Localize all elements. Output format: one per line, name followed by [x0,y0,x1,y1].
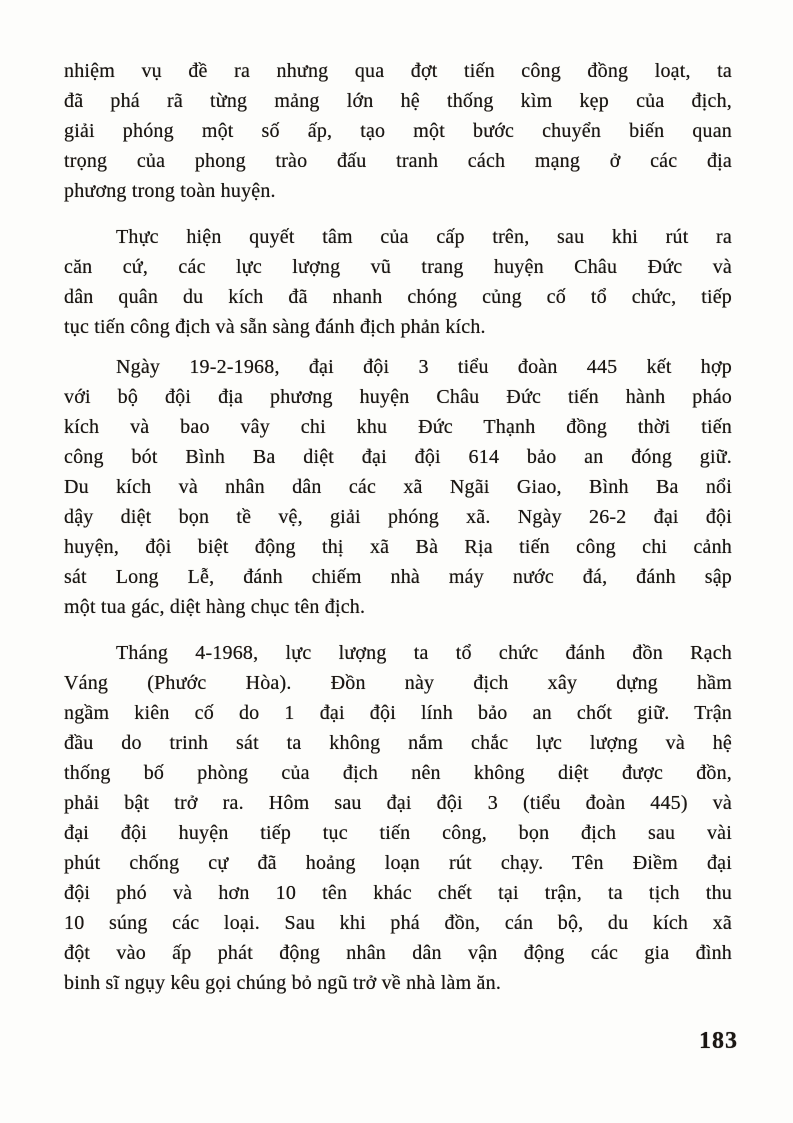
text-line: với bộ đội địa phương huyện Châu Đức tiến hành pháo [64,386,732,408]
page-number: 183 [699,1028,738,1054]
text-line: đột vào ấp phát động nhân dân vận động các gia đình [64,942,732,964]
text-line: sát Long Lễ, đánh chiếm nhà máy nước đá, đánh sập [64,566,732,588]
text-line: phải bật trở ra. Hôm sau đại đội 3 (tiểu đoàn 445) và [64,792,732,814]
text-line: ngầm kiên cố do 1 đại đội lính bảo an chốt giữ. Trận [64,702,732,724]
text-line: phương trong toàn huyện. [64,180,276,202]
text-line: Du kích và nhân dân các xã Ngãi Giao, Bình Ba nổi [64,476,732,498]
text-line: đã phá rã từng mảng lớn hệ thống kìm kẹp của địch, [64,90,732,112]
text-line: công bót Bình Ba diệt đại đội 614 bảo an đóng giữ. [64,446,732,468]
text-line: dân quân du kích đã nhanh chóng củng cố tổ chức, tiếp [64,286,732,308]
paragraph-1 [64,56,732,206]
text-line: đại đội huyện tiếp tục tiến công, bọn địch sau vài [64,822,732,844]
text-line: Thực hiện quyết tâm của cấp trên, sau khi rút ra [116,226,732,248]
text-line: đầu do trinh sát ta không nắm chắc lực lượng và hệ [64,732,732,754]
text-line: một tua gác, diệt hàng chục tên địch. [64,596,366,618]
paragraph-3 [64,352,732,622]
text-line: binh sĩ ngụy kêu gọi chúng bỏ ngũ trở về nhà làm ăn. [64,972,502,994]
text-line: Tháng 4-1968, lực lượng ta tổ chức đánh đồn Rạch [116,642,732,664]
text-line: 10 súng các loại. Sau khi phá đồn, cán bộ, du kích xã [64,912,732,934]
text-line: huyện, đội biệt động thị xã Bà Rịa tiến công chi cảnh [64,536,732,558]
text-line: Váng (Phước Hòa). Đồn này địch xây dựng hầm [64,672,732,694]
paragraph-2 [64,222,732,342]
paragraph-4 [64,638,732,998]
text-line: kích và bao vây chi khu Đức Thạnh đồng thời tiến [64,416,732,438]
text-block [64,56,732,998]
text-line: căn cứ, các lực lượng vũ trang huyện Châu Đức và [64,256,732,278]
text-line: đội phó và hơn 10 tên khác chết tại trận, ta tịch thu [64,882,732,904]
text-line: giải phóng một số ấp, tạo một bước chuyển biến quan [64,120,732,142]
text-line: phút chống cự đã hoảng loạn rút chạy. Tên Điềm đại [64,852,732,874]
text-line: Ngày 19-2-1968, đại đội 3 tiểu đoàn 445 kết hợp [116,356,732,378]
text-line: thống bố phòng của địch nên không diệt được đồn, [64,762,732,784]
text-line: tục tiến công địch và sẵn sàng đánh địch phản kích. [64,316,486,338]
text-line: dậy diệt bọn tề vệ, giải phóng xã. Ngày 26-2 đại đội [64,506,732,528]
text-line: trọng của phong trào đấu tranh cách mạng ở các địa [64,150,732,172]
text-line: nhiệm vụ đề ra nhưng qua đợt tiến công đồng loạt, ta [64,60,732,82]
